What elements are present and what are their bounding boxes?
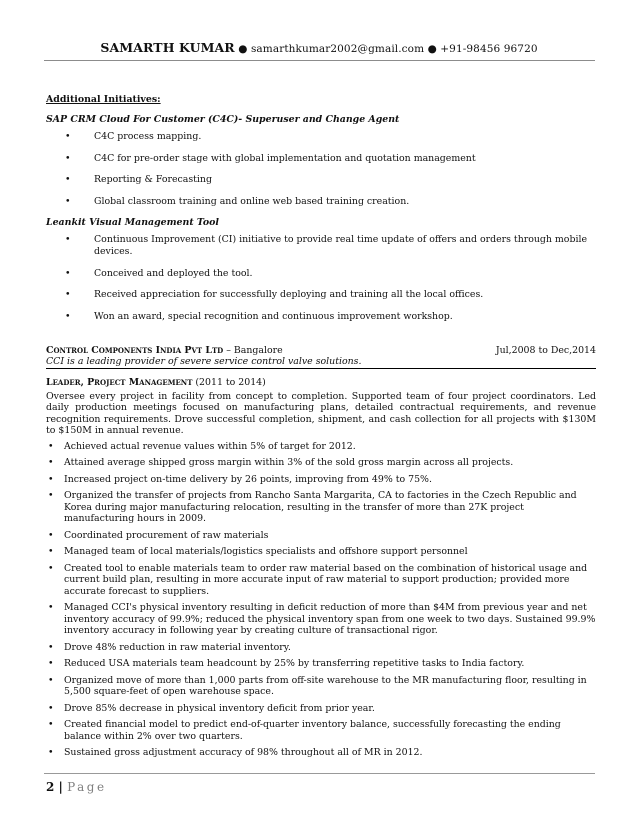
- list-item: • Continuous Improvement (CI) initiative to provide real time update of offers and orders through mobile devices.: [46, 234, 596, 258]
- list-item: • Coordinated procurement of raw materials: [46, 530, 596, 542]
- achievement-list: [46, 441, 596, 759]
- list-item: • C4C process mapping.: [46, 131, 596, 143]
- header-divider: [44, 60, 595, 61]
- list-item: • Achieved actual revenue values within 5% of target for 2012.: [46, 441, 596, 453]
- list-item: • Global classroom training and online web based training creation.: [46, 196, 596, 208]
- list-item: • Organized the transfer of projects from Rancho Santa Margarita, CA to factories in the Czech Republic and Korea during major manufacturing relocation, resulting in the transfer of more than 27K project manufacturing hours in 2009.: [46, 490, 596, 525]
- role-title: Leader, Project Management: [46, 376, 193, 388]
- list-item: • Won an award, special recognition and continuous improvement workshop.: [46, 311, 596, 323]
- candidate-name: SAMARTH KUMAR: [100, 40, 235, 55]
- company-tagline: CCI is a leading provider of severe service control valve solutions.: [46, 356, 596, 369]
- page-number: 2: [46, 780, 55, 794]
- initiative-heading: SAP CRM Cloud For Customer (C4C)- Superuser and Change Agent: [46, 114, 400, 125]
- list-item: • Conceived and deployed the tool.: [46, 268, 596, 280]
- company-location: – Bangalore: [223, 344, 283, 356]
- list-item: • Created tool to enable materials team to order raw material based on the combination of historical usage and current build plan, resulting in more accurate input of raw material to support production; provided more accurate forecast to suppliers.: [46, 563, 596, 598]
- list-item: • Sustained gross adjustment accuracy of 98% throughout all of MR in 2012.: [46, 747, 596, 759]
- initiative-list: [46, 234, 596, 323]
- list-item: • Reporting & Forecasting: [46, 174, 596, 186]
- section-title-initiatives: Additional Initiatives:: [46, 94, 161, 105]
- list-item: • Attained average shipped gross margin within 3% of the sold gross margin across all projects.: [46, 457, 596, 469]
- page-header: [0, 40, 638, 55]
- list-item: • Drove 48% reduction in raw material inventory.: [46, 642, 596, 654]
- list-item: • Drove 85% decrease in physical inventory deficit from prior year.: [46, 703, 596, 715]
- role-period: (2011 to 2014): [192, 376, 266, 388]
- employer-row: [46, 345, 596, 356]
- list-item: • Increased project on-time delivery by 26 points, improving from 49% to 75%.: [46, 474, 596, 486]
- list-item: • Created financial model to predict end-of-quarter inventory balance, successfully forecasting the ending balance within 2% over two quarters.: [46, 719, 596, 742]
- list-item: • Reduced USA materials team headcount by 25% by transferring repetitive tasks to India factory.: [46, 658, 596, 670]
- employment-dates: Jul,2008 to Dec,2014: [495, 344, 596, 356]
- page-label: Page: [67, 780, 107, 794]
- header-separator: ●: [424, 43, 441, 55]
- list-item: • Organized move of more than 1,000 parts from off-site warehouse to the MR manufacturing floor, resulting in 5,500 square-feet of open warehouse space.: [46, 675, 596, 698]
- company-name: Control Components India Pvt Ltd: [46, 344, 224, 356]
- list-item: • Received appreciation for successfully deploying and training all the local offices.: [46, 289, 596, 301]
- page-footer: [46, 780, 107, 794]
- header-separator: ●: [234, 43, 251, 55]
- role-overview: Oversee every project in facility from concept to completion. Supported team of four project coordinators. Led daily production meetings focused on manufacturing plans, detailed contractual requirements, and revenue recognition requirements. Drove successful completion, shipment, and cash collection for all projects with $130M to $150M in annual revenue.: [46, 390, 596, 436]
- job-role: [46, 377, 596, 388]
- list-item: • Managed CCI's physical inventory resulting in deficit reduction of more than $4M from previous year and net inventory accuracy of 99.9%; reduced the physical inventory span from one week to two days. Sustained 99.9% inventory accuracy in following year by creating culture of transactional rigor.: [46, 602, 596, 637]
- employer-name: [46, 345, 283, 356]
- footer-divider: [44, 773, 595, 774]
- initiative-list: [46, 131, 596, 208]
- phone-number: +91-98456 96720: [440, 43, 538, 55]
- list-item: • C4C for pre-order stage with global implementation and quotation management: [46, 153, 596, 165]
- list-item: • Managed team of local materials/logistics specialists and offshore support personnel: [46, 546, 596, 558]
- email-address: samarthkumar2002@gmail.com: [250, 43, 425, 55]
- initiative-heading: Leankit Visual Management Tool: [46, 217, 219, 228]
- footer-separator: |: [54, 780, 68, 794]
- resume-body: [46, 94, 596, 764]
